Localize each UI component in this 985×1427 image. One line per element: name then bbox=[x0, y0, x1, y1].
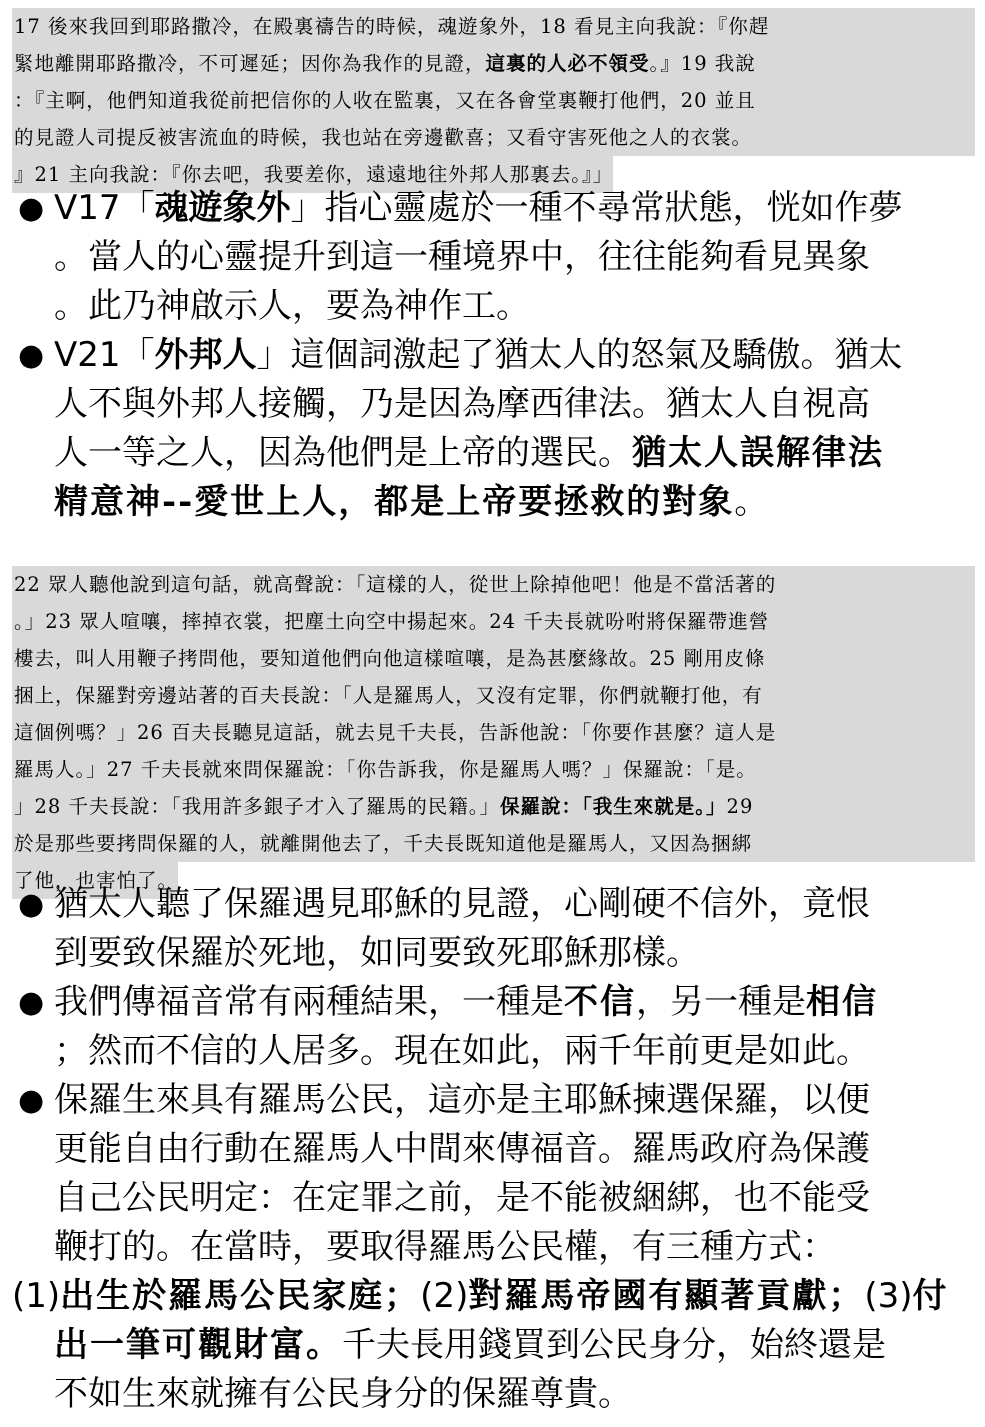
bullet-icon: ● bbox=[18, 887, 45, 922]
note-line: 。當人的心靈提升到這一種境界中，往往能夠看見異象 bbox=[54, 237, 870, 277]
note-item-v17 bbox=[12, 184, 980, 331]
note-text: 人一等之人，因為他們是上帝的選民。 bbox=[54, 433, 632, 473]
scripture-line: 的見證人司提反被害流血的時候，我也站在旁邊歡喜；又看守害死他之人的衣裳。 bbox=[12, 119, 975, 156]
scripture-line: 捆上，保羅對旁邊站著的百夫長說：「人是羅馬人，又沒有定罪，你們就鞭打他，有 bbox=[12, 677, 975, 714]
note-line: 更能自由行動在羅馬人中間來傳福音。羅馬政府為保護 bbox=[54, 1129, 870, 1169]
note-line: 猶太人聽了保羅遇見耶穌的見證，心剛硬不信外，竟恨 bbox=[54, 884, 870, 924]
note-item-roman-citizenship bbox=[12, 1076, 980, 1272]
note-line bbox=[54, 978, 980, 1027]
note-emphasis: 精意神--愛世上人，都是上帝要拯救的對象 bbox=[54, 482, 735, 522]
scripture-line: 22 眾人聽他說到這句話，就高聲說：「這樣的人，從世上除掉他吧！他是不當活著的 bbox=[12, 566, 975, 603]
note-text: ，另一種是 bbox=[636, 982, 806, 1022]
commentary-notes-1 bbox=[12, 184, 980, 527]
note-emphasis: 付 bbox=[912, 1276, 949, 1316]
scripture-line: 。」23 眾人喧嚷，摔掉衣裳，把塵土向空中揚起來。24 千夫長就吩咐將保羅帶進營 bbox=[12, 603, 975, 640]
note-keyword: 魂遊象外 bbox=[154, 188, 291, 228]
note-line: ；然而不信的人居多。現在如此，兩千年前更是如此。 bbox=[54, 1031, 870, 1071]
citizenship-methods-list bbox=[12, 1272, 980, 1419]
scripture-emphasis: 保羅說：「我生來就是。」 bbox=[500, 795, 727, 818]
scripture-text: 緊地離開耶路撒冷，不可遲延；因你為我作的見證， bbox=[14, 52, 486, 75]
scripture-line: 了他，也害怕了。 bbox=[12, 862, 178, 899]
note-item-v21 bbox=[12, 331, 980, 527]
scripture-line: 樓去，叫人用鞭子拷問他，要知道他們向他這樣喧嚷，是為甚麼緣故。25 剛用皮條 bbox=[12, 640, 975, 677]
note-text: 我們傳福音常有兩種結果，一種是 bbox=[54, 982, 564, 1022]
scripture-line: 於是那些要拷問保羅的人，就離開他去了，千夫長既知道他是羅馬人，又因為捆綁 bbox=[12, 825, 975, 862]
note-line bbox=[12, 1321, 980, 1370]
note-line: 自己公民明定：在定罪之前，是不能被綑綁，也不能受 bbox=[54, 1178, 870, 1218]
note-line: 鞭打的。在當時，要取得羅馬公民權，有三種方式： bbox=[54, 1227, 836, 1267]
note-emphasis: 對羅馬帝國有顯著貢獻； bbox=[468, 1276, 865, 1316]
list-number: (2) bbox=[420, 1276, 469, 1316]
list-number: (3) bbox=[864, 1276, 913, 1316]
note-line bbox=[12, 1272, 980, 1321]
note-line: 到要致保羅於死地，如同要致死耶穌那樣。 bbox=[54, 933, 700, 973]
note-line: 不如生來就擁有公民身分的保羅尊貴。 bbox=[54, 1374, 632, 1414]
note-text: V21「 bbox=[54, 335, 155, 375]
scripture-passage-acts-22-22-29 bbox=[12, 566, 975, 911]
bullet-icon: ● bbox=[18, 338, 45, 373]
note-line: 。此乃神啟示人，要為神作工。 bbox=[54, 286, 530, 326]
note-item-gospel-results bbox=[12, 978, 980, 1076]
scripture-line: 』21 主向我說：『你去吧，我要差你，遠遠地往外邦人那裏去。』」 bbox=[12, 156, 613, 193]
commentary-notes-2 bbox=[12, 880, 980, 1419]
note-item-hardened-hearts bbox=[12, 880, 980, 978]
scripture-line bbox=[12, 45, 975, 82]
bullet-icon: ● bbox=[18, 985, 45, 1020]
scripture-line: 這個例嗎？」26 百夫長聽見這話，就去見千夫長，告訴他說：「你要作甚麼？這人是 bbox=[12, 714, 975, 751]
note-emphasis: 出生於羅馬公民家庭； bbox=[60, 1276, 421, 1316]
note-text: 。 bbox=[734, 482, 769, 522]
note-emphasis: 出一筆可觀財富。 bbox=[54, 1325, 342, 1365]
scripture-line: 羅馬人。」27 千夫長就來問保羅說：「你告訴我，你是羅馬人嗎？」保羅說：「是。 bbox=[12, 751, 975, 788]
scripture-passage-acts-22-17-21 bbox=[12, 8, 975, 205]
note-line bbox=[54, 331, 980, 380]
note-text: 千夫長用錢買到公民身分，始終還是 bbox=[342, 1325, 886, 1365]
note-text: 」指心靈處於一種不尋常狀態，恍如作夢 bbox=[290, 188, 903, 228]
scripture-line bbox=[12, 788, 975, 825]
note-emphasis: 不信 bbox=[564, 982, 636, 1022]
note-text: V17「 bbox=[54, 188, 155, 228]
scripture-text: 」28 千夫長說：「我用許多銀子才入了羅馬的民籍。」 bbox=[14, 795, 501, 818]
note-text: 」這個詞激起了猶太人的怒氣及驕傲。猶太 bbox=[256, 335, 903, 375]
note-emphasis: 猶太人誤解律法 bbox=[632, 433, 884, 473]
note-keyword: 外邦人 bbox=[154, 335, 257, 375]
scripture-text: 29 bbox=[726, 795, 754, 818]
note-line: 人不與外邦人接觸，乃是因為摩西律法。猶太人自視高 bbox=[54, 384, 870, 424]
scripture-text: 。』19 我說 bbox=[649, 52, 756, 75]
note-line: 保羅生來具有羅馬公民，這亦是主耶穌揀選保羅，以便 bbox=[54, 1080, 870, 1120]
bullet-icon: ● bbox=[18, 191, 45, 226]
note-emphasis: 相信 bbox=[806, 982, 878, 1022]
note-line bbox=[54, 478, 980, 527]
note-line bbox=[54, 429, 980, 478]
list-number: (1) bbox=[12, 1276, 61, 1316]
scripture-line: ：『主啊，他們知道我從前把信你的人收在監裏，又在各會堂裏鞭打他們，20 並且 bbox=[12, 82, 975, 119]
scripture-line: 17 後來我回到耶路撒冷，在殿裏禱告的時候，魂遊象外，18 看見主向我說：『你趕 bbox=[12, 8, 975, 45]
note-line bbox=[54, 184, 980, 233]
scripture-emphasis: 這裏的人必不領受 bbox=[485, 52, 650, 75]
bullet-icon: ● bbox=[18, 1083, 45, 1118]
